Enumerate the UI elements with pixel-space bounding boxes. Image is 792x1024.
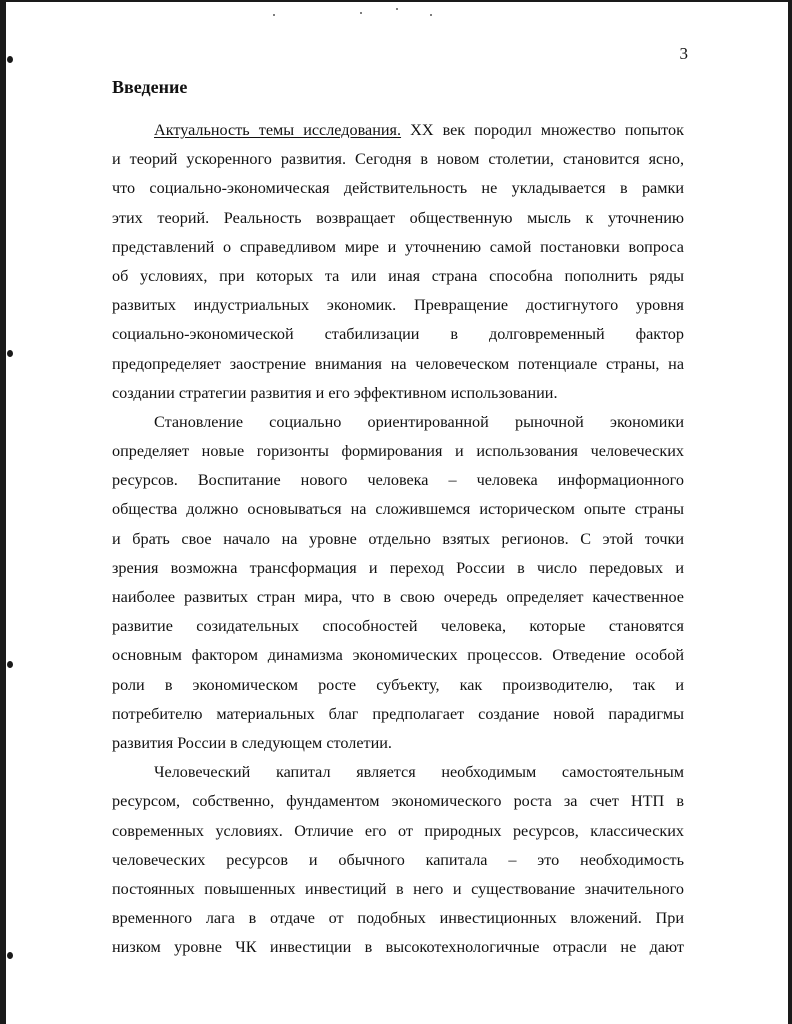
text-line: основным фактором динамизма экономических процессов. Отведение особой — [112, 646, 684, 665]
text-line: социально-экономической стабилизации в долговременный фактор — [112, 325, 684, 344]
text-line: ресурсов. Воспитание нового человека – человека информационного — [112, 471, 684, 490]
text-line: и теорий ускоренного развития. Сегодня в новом столетии, становится ясно, — [112, 150, 684, 169]
text-line: общества должно основываться на сложившемся историческом опыте страны — [112, 500, 684, 519]
topic-relevance-label: Актуальность темы исследования. — [154, 121, 402, 139]
text-line: развития России в следующем столетии. — [112, 733, 392, 752]
text-line: определяет новые горизонты формирования и использования человеческих — [112, 442, 684, 461]
scan-border-top — [0, 0, 792, 2]
text-line: человеческих ресурсов и обычного капитала – это необходимость — [112, 850, 684, 869]
text-line: Человеческий капитал является необходимым самостоятельным — [154, 763, 684, 782]
text-line: этих теорий. Реальность возвращает общественную мысль к уточнению — [112, 208, 684, 227]
text-line: представлений о справедливом мире и уточнению самой постановки вопроса — [112, 237, 684, 256]
text-line: наиболее развитых стран мира, что в свою очередь определяет качественное — [112, 588, 684, 606]
text-line: что социально-экономическая действительность не укладывается в рамки — [112, 179, 684, 198]
text-line: развитых индустриальных экономик. Превращение достигнутого уровня — [112, 296, 684, 315]
text-line: развитие созидательных способностей человека, которые становятся — [112, 617, 684, 636]
text-line: и брать свое начало на уровне отдельно взятых регионов. С этой точки — [112, 529, 684, 548]
scan-border-left — [0, 0, 6, 1024]
scan-speck — [360, 12, 362, 14]
punch-hole-mark — [7, 56, 13, 63]
text-line: низком уровне ЧК инвестиции в высокотехнологичные отрасли не дают — [112, 938, 684, 957]
page-number: 3 — [679, 44, 688, 63]
scan-speck — [396, 8, 398, 10]
text-line: создании стратегии развития и его эффективном использовании. — [112, 383, 558, 402]
punch-hole-mark — [7, 661, 13, 668]
text-line: зрения возможна трансформация и переход России в число передовых и — [112, 558, 684, 577]
text-line: роли в экономическом росте субъекту, как производителю, так и — [112, 675, 684, 694]
scan-speck — [430, 14, 432, 16]
text-line: современных условиях. Отличие его от природных ресурсов, классических — [112, 821, 684, 840]
scan-speck — [273, 14, 275, 16]
punch-hole-mark — [7, 952, 13, 959]
punch-hole-mark — [7, 350, 13, 357]
text-line: Становление социально ориентированной рыночной экономики — [154, 412, 684, 431]
text-line: временного лага в отдаче от подобных инвестиционных вложений. При — [112, 909, 684, 928]
scan-border-right — [788, 0, 792, 1024]
text-line: об условиях, при которых та или иная страна способна пополнить ряды — [112, 266, 684, 285]
text-line: постоянных повышенных инвестиций в него и существование значительного — [112, 879, 684, 898]
section-heading: Введение — [112, 77, 188, 97]
text-line: предопределяет заострение внимания на человеческом потенциале страны, на — [112, 354, 684, 373]
text-line: потребителю материальных благ предполагает создание новой парадигмы — [112, 704, 684, 723]
text-line: ресурсом, собственно, фундаментом экономического роста за счет НТП в — [112, 792, 684, 811]
text-line: Актуальность темы исследования. XX век породил множество попыток — [154, 121, 684, 139]
body-text — [112, 116, 684, 962]
